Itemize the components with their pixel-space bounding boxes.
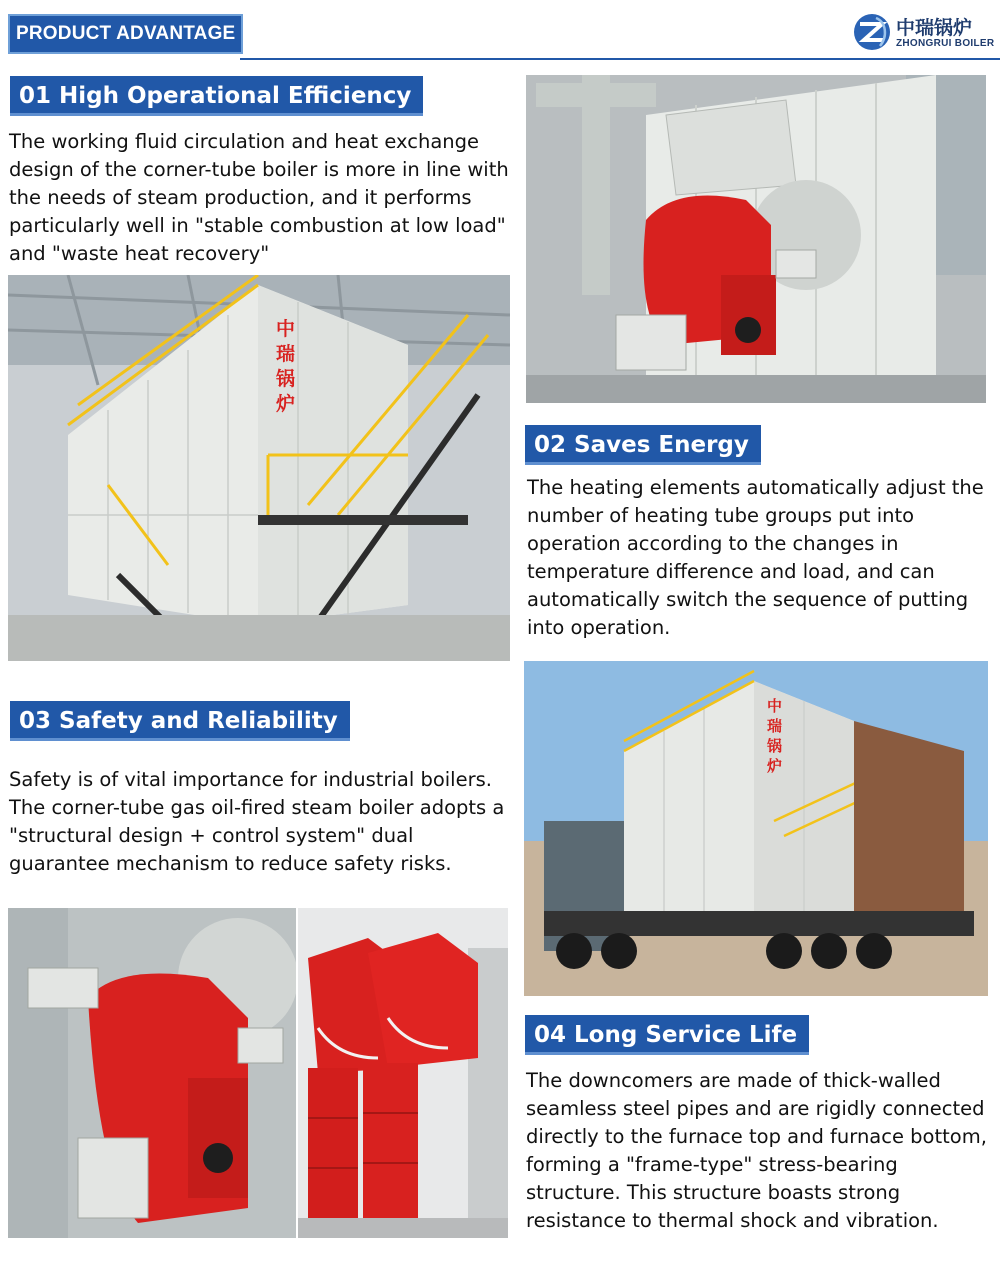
burner-closeup-photo [526, 75, 986, 403]
boiler-transport-truck-photo [524, 661, 988, 996]
logo-english-name: ZHONGRUI BOILER [896, 38, 995, 49]
zhongrui-logo-icon [852, 12, 892, 52]
section-02-text: The heating elements automatically adjust the number of heating tube groups put into operation according to the changes in temperature difference and load, and can automatically switch the sequence of putting into operation. [527, 476, 984, 639]
svg-text:炉: 炉 [767, 757, 783, 775]
product-advantage-tag: PRODUCT ADVANTAGE [8, 14, 243, 54]
section-02-title: 02 Saves Energy [525, 425, 761, 465]
burner-assembly-photo [8, 908, 296, 1238]
svg-text:瑞: 瑞 [276, 343, 296, 365]
page-header [0, 10, 1000, 60]
section-03-title: 03 Safety and Reliability [10, 701, 350, 741]
svg-text:中: 中 [767, 697, 783, 715]
section-04-title: 04 Long Service Life [525, 1015, 809, 1055]
boiler-wall-char-1: 中 [276, 318, 296, 340]
section-01-text: The working fluid circulation and heat exchange design of the corner-tube boiler is more in line with the needs of steam production, and it performs particularly well in "stable combustion at low load" and "waste heat recovery" [9, 130, 509, 265]
section-03-text: Safety is of vital importance for industrial boilers. The corner-tube gas oil-fired steam boiler adopts a "structural design + control system" dual guarantee mechanism to reduce safety risks. [9, 768, 505, 875]
svg-text:瑞: 瑞 [767, 717, 783, 735]
section-01-title: 01 High Operational Efficiency [10, 76, 423, 116]
logo-chinese-name: 中瑞锅炉 [896, 17, 973, 39]
company-logo [852, 12, 995, 56]
section-04-text: The downcomers are made of thick-walled seamless steel pipes and are rigidly connected directly to the furnace top and furnace bottom, forming a "frame-type" stress-bearing structure. This structure boasts strong resistance to thermal shock and vibration. [526, 1069, 987, 1232]
svg-text:锅: 锅 [767, 737, 783, 755]
svg-text:炉: 炉 [276, 393, 296, 415]
header-divider [240, 58, 1000, 60]
svg-text:锅: 锅 [276, 368, 296, 390]
boiler-plant-photo [8, 275, 510, 661]
blower-units-photo [298, 908, 508, 1238]
